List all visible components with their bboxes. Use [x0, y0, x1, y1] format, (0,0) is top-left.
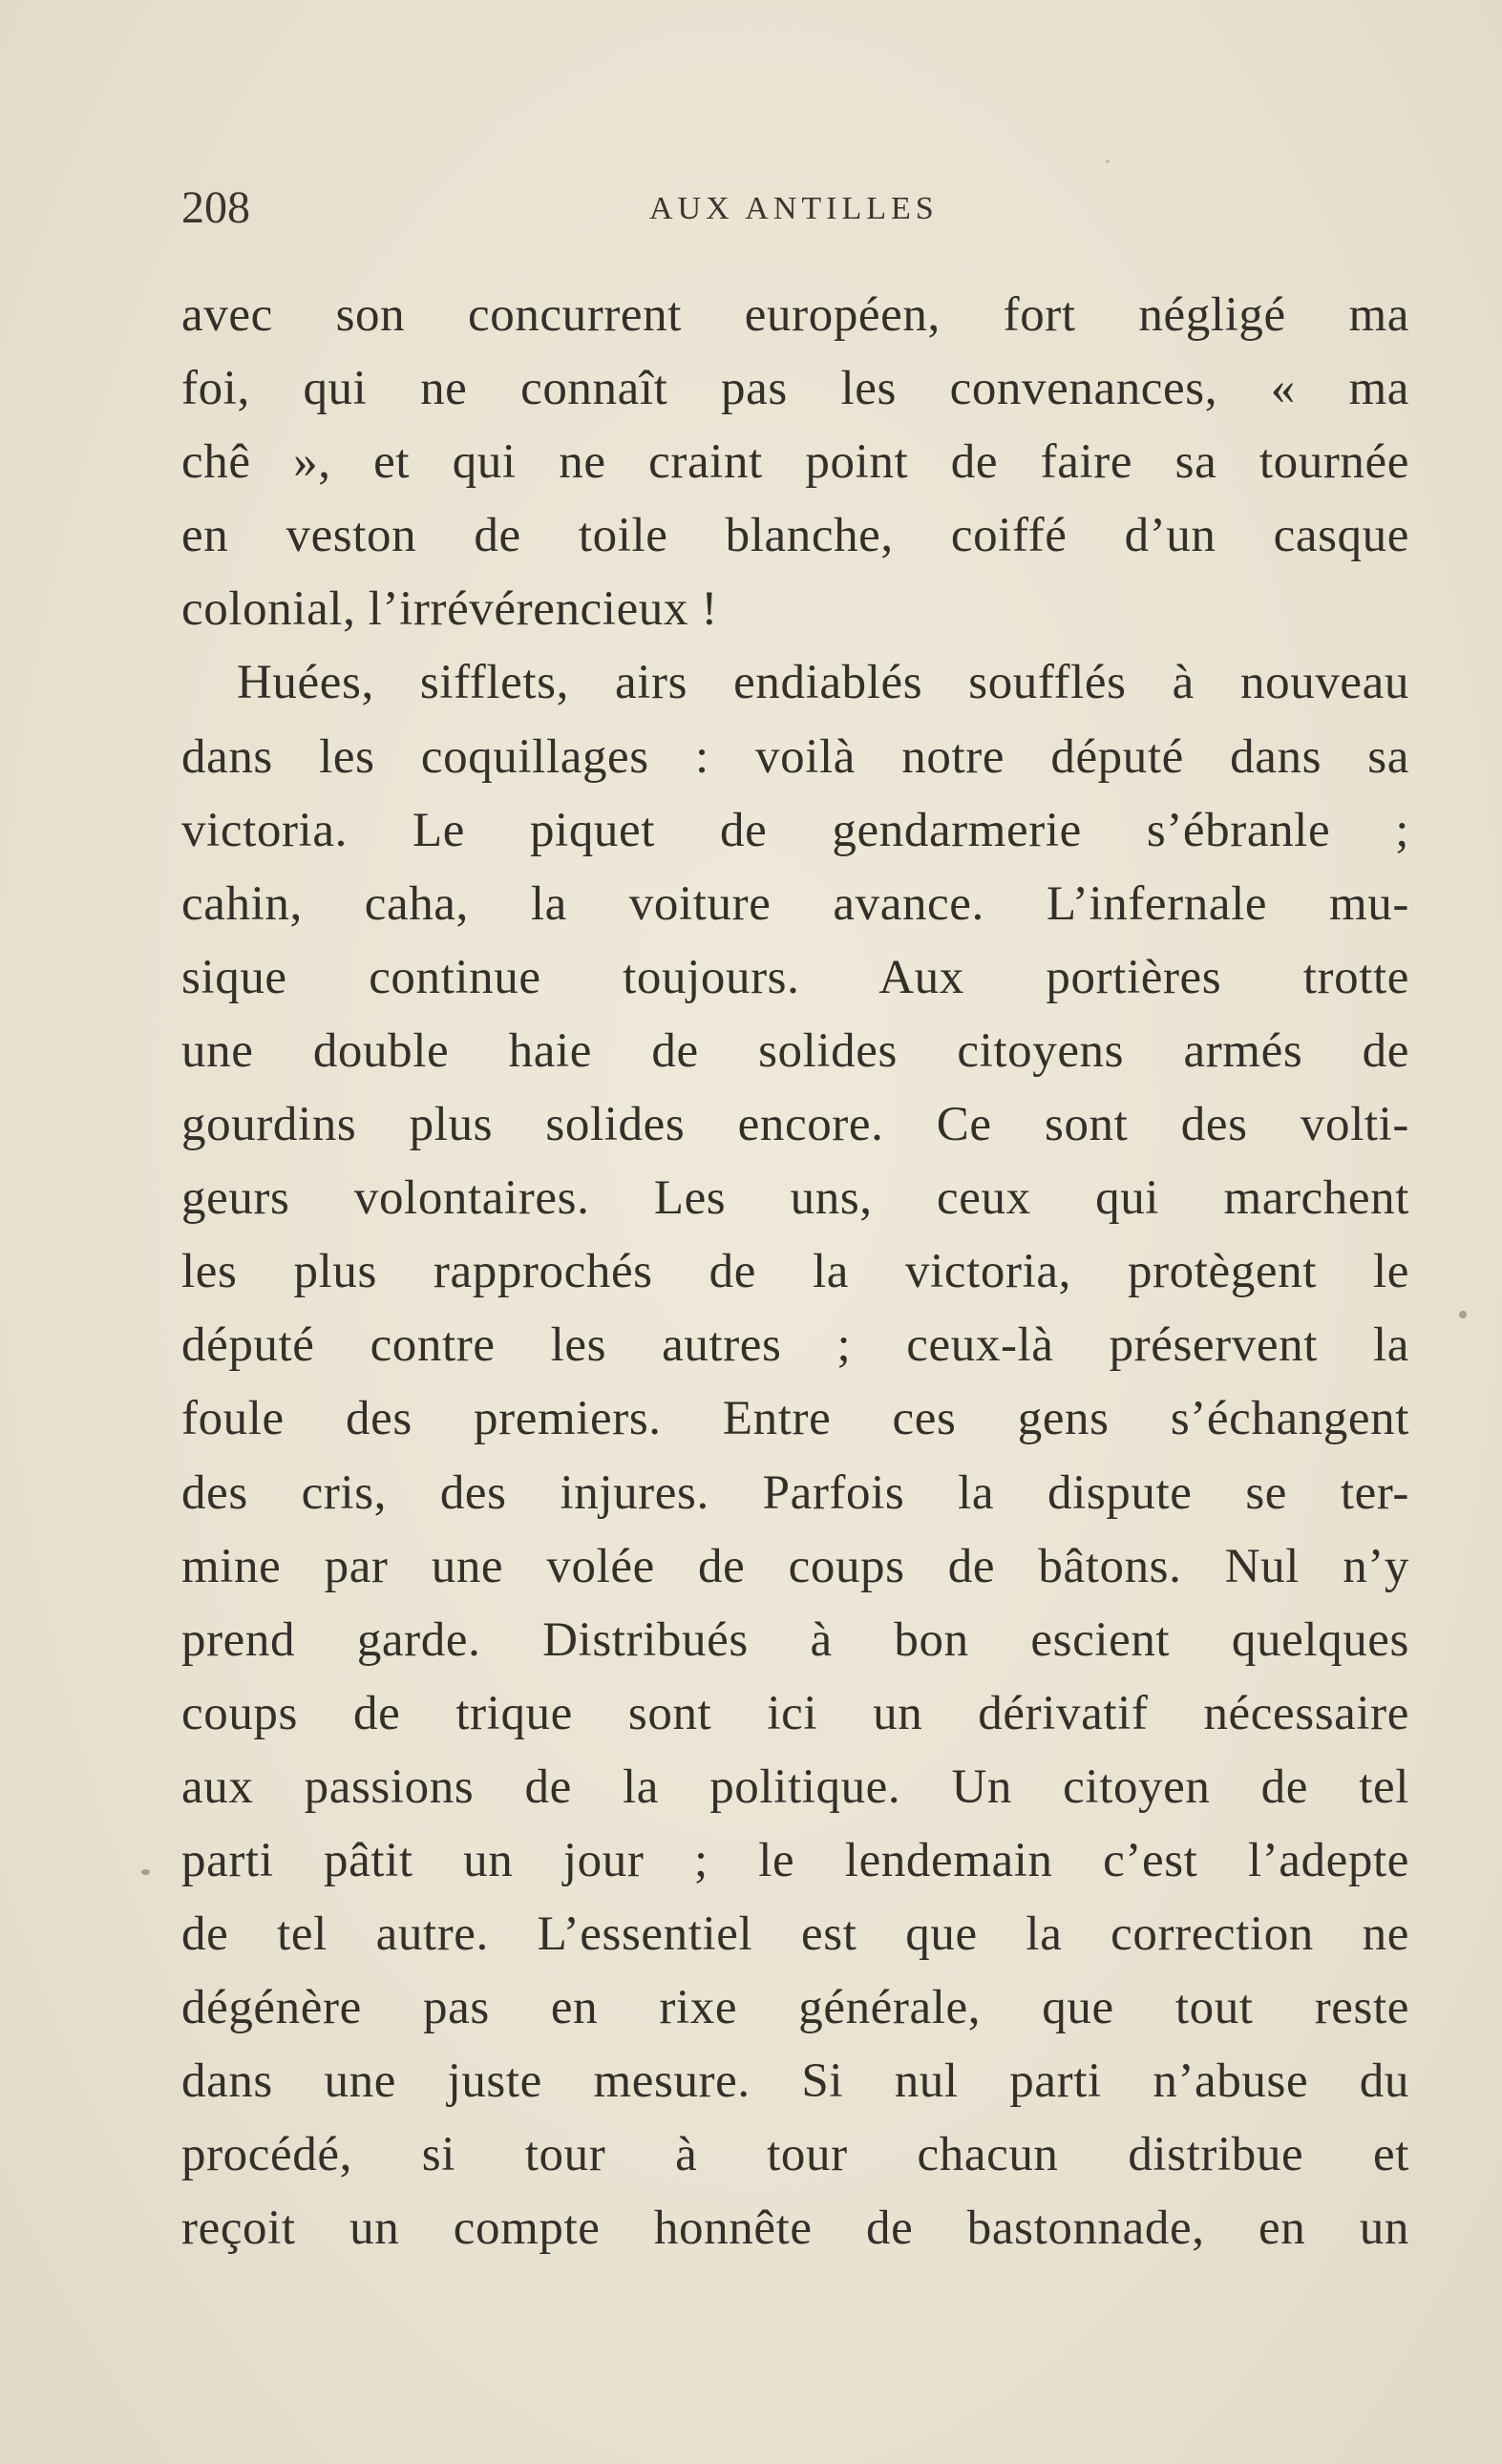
- text-line: cahin, caha, la voiture avance. L’infernale mu-: [181, 876, 1409, 931]
- text-line: procédé, si tour à tour chacun distribue et: [181, 2128, 1409, 2182]
- text-line: chê », et qui ne craint point de faire sa tournée: [181, 435, 1409, 490]
- text-line: dans les coquillages : voilà notre député dans sa: [181, 729, 1409, 784]
- text-line: coups de trique sont ici un dérivatif nécessaire: [181, 1686, 1409, 1740]
- text-line: prend garde. Distribués à bon escient quelques: [181, 1612, 1409, 1667]
- text-line: mine par une volée de coups de bâtons. Nul n’y: [181, 1539, 1409, 1593]
- text-line: député contre les autres ; ceux-là préservent la: [181, 1318, 1409, 1373]
- text-line: en veston de toile blanche, coiffé d’un casque: [181, 509, 1409, 563]
- text-line: les plus rapprochés de la victoria, protègent le: [181, 1245, 1409, 1299]
- text-line: avec son concurrent européen, fort négligé ma: [181, 288, 1409, 342]
- text-line: sique continue toujours. Aux portières trotte: [181, 950, 1409, 1004]
- text-line: aux passions de la politique. Un citoyen de tel: [181, 1759, 1409, 1814]
- paper-speck: [1459, 1311, 1467, 1318]
- text-line: foule des premiers. Entre ces gens s’échangent: [181, 1392, 1409, 1446]
- paper-speck: [1106, 159, 1110, 163]
- text-line: foi, qui ne connaît pas les convenances, « ma: [181, 362, 1409, 416]
- text-line: une double haie de solides citoyens armés de: [181, 1023, 1409, 1078]
- text-line: reçoit un compte honnête de bastonnade, en un: [181, 2201, 1409, 2256]
- body-text: [181, 279, 1409, 2266]
- text-line: gourdins plus solides encore. Ce sont des volti-: [181, 1098, 1409, 1152]
- text-line: de tel autre. L’essentiel est que la correction ne: [181, 1907, 1409, 1962]
- text-line: dégénère pas en rixe générale, que tout reste: [181, 1981, 1409, 2035]
- running-head: [181, 181, 1413, 239]
- text-line: victoria. Le piquet de gendarmerie s’ébranle ;: [181, 803, 1409, 857]
- text-line: parti pâtit un jour ; le lendemain c’est l’adepte: [181, 1833, 1409, 1887]
- text-line: des cris, des injures. Parfois la dispute se ter-: [181, 1465, 1409, 1520]
- text-line: geurs volontaires. Les uns, ceux qui marchent: [181, 1171, 1409, 1226]
- text-line: dans une juste mesure. Si nul parti n’abuse du: [181, 2054, 1409, 2109]
- text-line: colonial, l’irrévérencieux !: [181, 582, 718, 637]
- page-number: 208: [181, 182, 250, 233]
- text-line: Huées, sifflets, airs endiablés soufflés à nouveau: [237, 656, 1409, 710]
- paper-speck: [141, 1869, 150, 1875]
- running-title: AUX ANTILLES: [649, 191, 939, 226]
